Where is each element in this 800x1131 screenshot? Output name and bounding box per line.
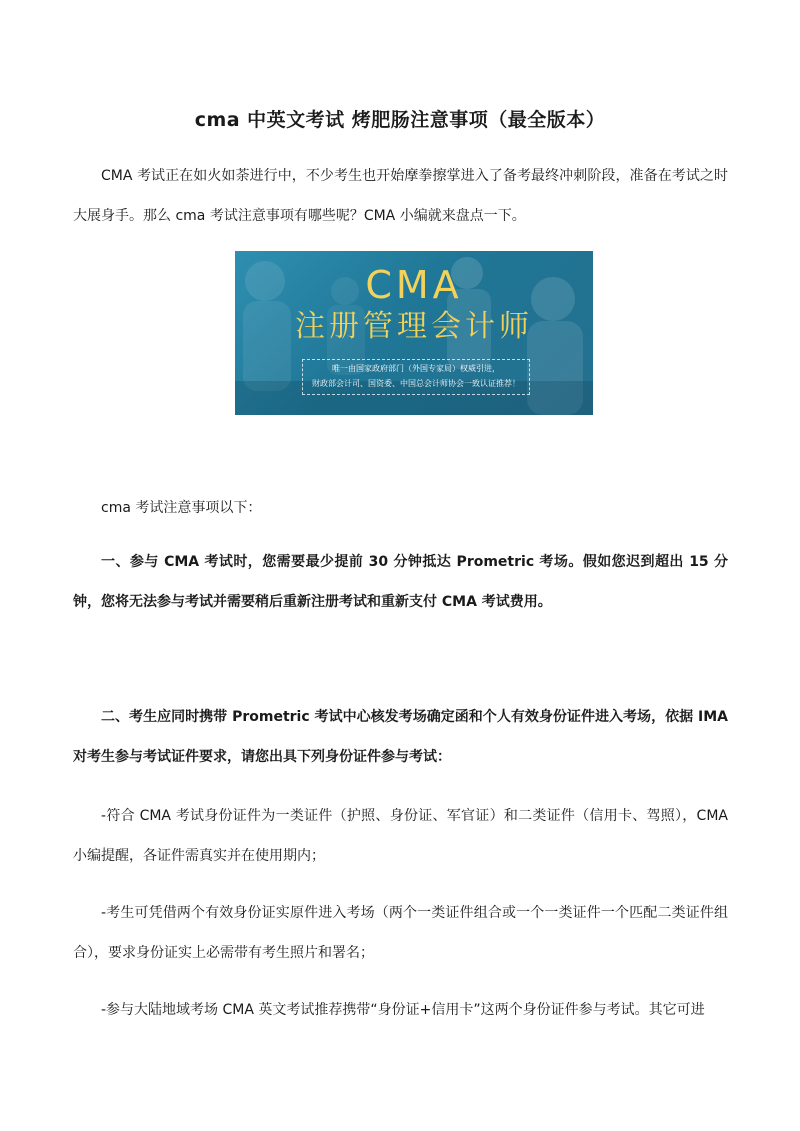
bullet-3-paragraph: -参与大陆地域考场 CMA 英文考试推荐携带“身份证+信用卡”这两个身份证件参与考试。其它可进 (101, 1002, 705, 1018)
cma-banner-image (235, 251, 593, 415)
banner-subheading: 注册管理会计师 (295, 309, 533, 344)
banner-heading: CMA (365, 263, 463, 307)
lead-paragraph: cma 考试注意事项以下： (101, 500, 262, 516)
intro-paragraph: CMA 考试正在如火如荼进行中，不少考生也开始摩拳擦掌进入了备考最终冲刺阶段，准备在考试之时大展身手。那么 cma 考试注意事项有哪些呢？CMA 小编就来盘点一下。 (73, 168, 728, 224)
document-title: cma 中英文考试 烤肥肠注意事项（最全版本） (194, 109, 606, 131)
item-1-paragraph: 一、参与 CMA 考试时，您需要最少提前 30 分钟抵达 Prometric 考场。假如您迟到超出 15 分钟，您将无法参与考试并需要稍后重新注册考试和重新支付 CMA 考试费用。 (73, 554, 728, 610)
bullet-2-paragraph: -考生可凭借两个有效身份证实原件进入考场（两个一类证件组合或一个一类证件一个匹配二类证件组合），要求身份证实上必需带有考生照片和署名； (73, 905, 728, 961)
item-2-paragraph: 二、考生应同时携带 Prometric 考试中心核发考场确定函和个人有效身份证件进入考场，依据 IMA 对考生参与考试证件要求，请您出具下列身份证件参与考试： (73, 709, 728, 765)
banner-line-1: 唯一由国家政府部门（外国专家局）权威引进， (332, 364, 500, 373)
banner-line-2: 财政部会计司、国资委、中国总会计师协会一致认证推荐！ (312, 379, 520, 388)
bullet-1-paragraph: -符合 CMA 考试身份证件为一类证件（护照、身份证、军官证）和二类证件（信用卡、驾照），CMA 小编提醒，各证件需真实并在使用期内； (73, 808, 728, 864)
